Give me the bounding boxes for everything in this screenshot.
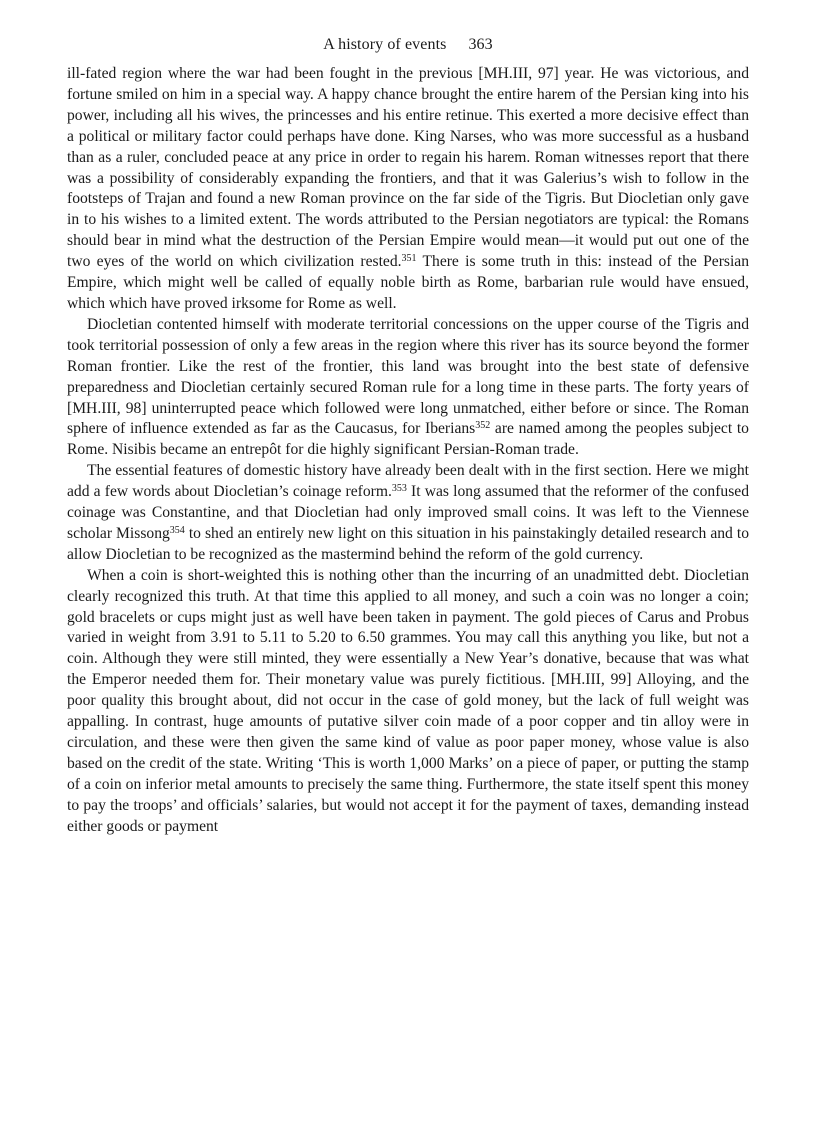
footnote-ref-353: 353 bbox=[391, 483, 407, 495]
running-title: A history of events bbox=[323, 36, 447, 53]
page-number: 363 bbox=[468, 36, 493, 53]
text-run: It was long assumed that the reformer of the confused coinage was Constantine, and that Diocletian had only improved small coins. It was left to the Viennese scholar Missong bbox=[67, 483, 749, 542]
text-run: Diocletian contented himself with moderate territorial concessions on the upper course of the Tigris and took territorial possession of only a few areas in the region where this river has its source beyond the former Roman frontier. Like the rest of the frontier, this land was brought into the best state of defensive preparedness and Diocletian certainly secured Roman rule for a long time in these parts. The forty years of [MH.III, 98] uninterrupted peace which followed were long unmatched, either before or since. The Roman sphere of influence extended as far as the Caucasus, for Iberians bbox=[67, 315, 749, 438]
footnote-ref-351: 351 bbox=[401, 253, 417, 265]
running-header bbox=[0, 36, 816, 54]
text-run: are named among the peoples subject to Rome. Nisibis became an entrepôt for die highly significant Persian-Roman trade. bbox=[67, 420, 749, 459]
body-text bbox=[67, 64, 749, 838]
text-run: ill-fated region where the war had been fought in the previous [MH.III, 97] year. He was victorious, and fortune smiled on him in a special way. A happy chance brought the entire harem of the Persian king into his power, including all his wives, the princesses and his entire retinue. This exerted a more decisive effect than a political or military factor could perhaps have done. King Narses, who was more successful as a husband than as a ruler, concluded peace at any price in order to regain his harem. Roman witnesses report that there was a possibility of considerably expanding the frontiers, and that it was Galerius’s wish to follow in the footsteps of Trajan and found a new Roman province on the far side of the Tigris. But Diocletian only gave in to his wishes to a limited extent. The words attributed to the Persian negotiators are typical: the Romans should bear in mind what the destruction of the Persian Empire would mean—it would put out one of the two eyes of the world on which civilization rested. bbox=[67, 65, 749, 271]
text-run: to shed an entirely new light on this situation in his painstakingly detailed research and to allow Diocletian to be recognized as the mastermind behind the reform of the gold currency. bbox=[67, 524, 750, 563]
text-run: The essential features of domestic history have already been dealt with in the first section. Here we might add a few words about Diocletian’s coinage reform. bbox=[67, 462, 749, 501]
footnote-ref-354: 354 bbox=[169, 524, 185, 536]
text-run: When a coin is short-weighted this is nothing other than the incurring of an unadmitted debt. Diocletian clearly recognized this truth. At that time this applied to all money, and such a coin was no longer a coin; gold bracelets or cups might just as well have been taken in payment. The gold pieces of Carus and Probus varied in weight from 3.91 to 5.11 to 5.20 to 6.50 grammes. You may call this anything you like, but not a coin. Although they were still minted, they were essentially a New Year’s donative, because that was what the Emperor needed them for. Their monetary value was purely fictitious. [MH.III, 99] Alloying, and the poor quality this brought about, did not occur in the case of gold money, but the lack of full weight was appalling. In contrast, huge amounts of putative silver coin made of a poor copper and tin alloy were in circulation, and these were then given the same kind of value as poor paper money, whose value is also based on the credit of the state. Writing ‘This is worth 1,000 Marks’ on a piece of paper, or putting the stamp of a coin on inferior metal amounts to precisely the same thing. Furthermore, the state itself spent this money to pay the troops’ and officials’ salaries, but would not accept it for the payment of taxes, demanding instead either goods or payment bbox=[67, 566, 749, 835]
paragraph bbox=[67, 461, 749, 566]
paragraph bbox=[67, 315, 749, 461]
footnote-ref-352: 352 bbox=[475, 420, 491, 432]
paragraph bbox=[67, 566, 749, 838]
text-run: There is some truth in this: instead of the Persian Empire, which might well be called of equally noble birth as Rome, barbarian rule would have ensued, which which have proved irksome for Rome as well. bbox=[67, 253, 750, 312]
paragraph bbox=[67, 64, 749, 315]
